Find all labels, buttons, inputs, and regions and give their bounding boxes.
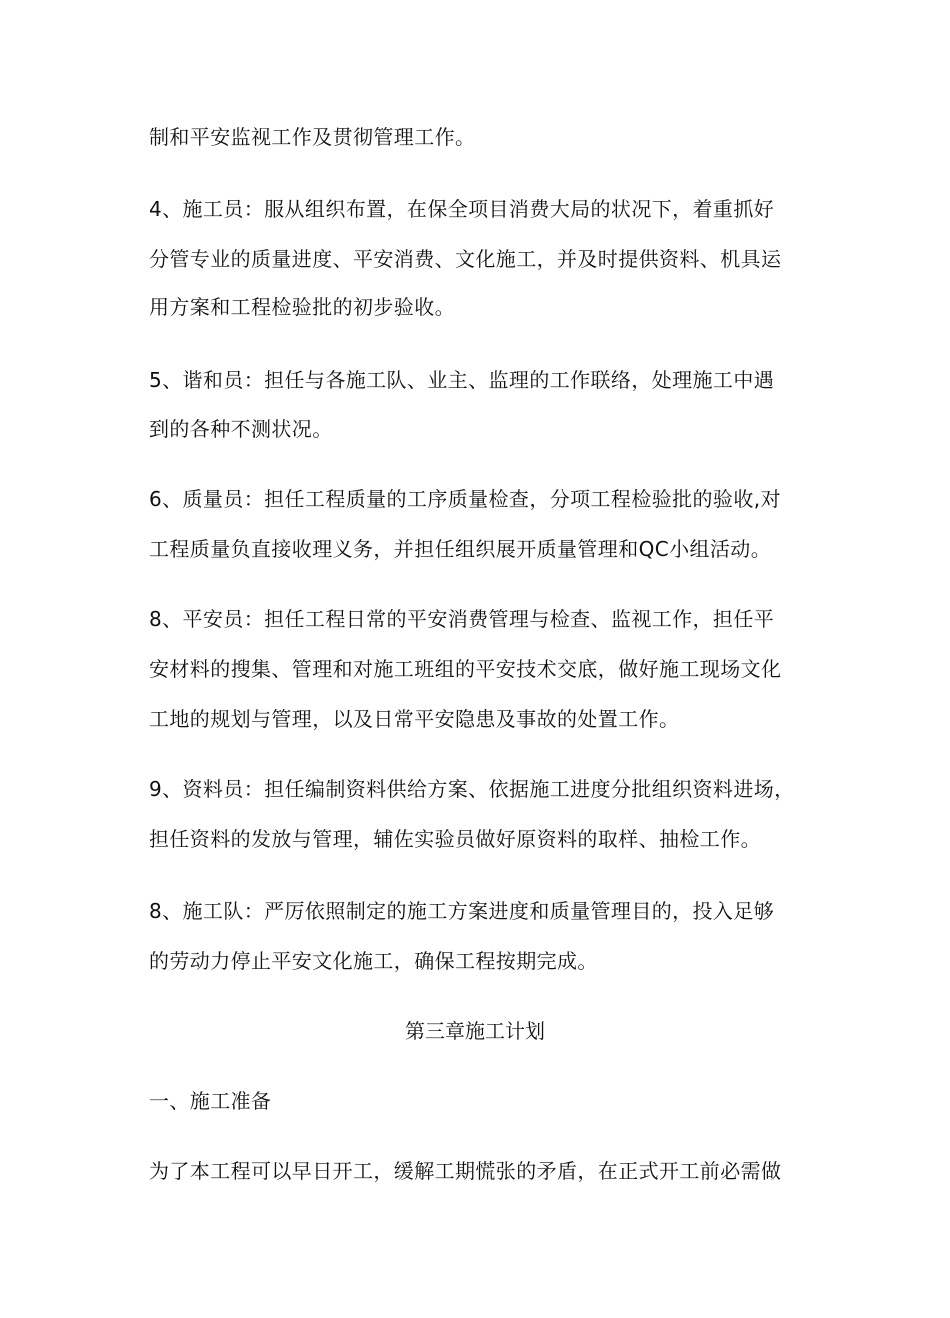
text-line: 安材料的搜集、管理和对施工班组的平安技术交底，做好施工现场文化 [149, 657, 782, 681]
text-line: 9、资料员：担任编制资料供给方案、依据施工进度分批组织资料进场， [149, 777, 795, 801]
text-line: 工程质量负直接收理义务，并担任组织展开质量管理和QC小组活动。 [149, 537, 772, 561]
text-line: 制和平安监视工作及贯彻管理工作。 [149, 125, 476, 149]
section-heading: 一、施工准备 [149, 1089, 272, 1113]
text-line: 为了本工程可以早日开工，缓解工期慌张的矛盾，在正式开工前必需做 [149, 1159, 782, 1183]
chapter-title: 第三章施工计划 [405, 1019, 545, 1043]
text-line: 担任资料的发放与管理，辅佐实验员做好原资料的取样、抽检工作。 [149, 827, 761, 851]
text-line: 8、施工队：严厉依照制定的施工方案进度和质量管理目的，投入足够 [149, 899, 775, 923]
text-line: 5、谐和员：担任与各施工队、业主、监理的工作联络，处理施工中遇 [149, 368, 775, 392]
text-line: 8、平安员：担任工程日常的平安消费管理与检查、监视工作，担任平 [149, 607, 775, 631]
text-line: 的劳动力停止平安文化施工，确保工程按期完成。 [149, 949, 598, 973]
text-line: 6、质量员：担任工程质量的工序质量检查，分项工程检验批的验收,对 [149, 487, 781, 511]
text-line: 工地的规划与管理，以及日常平安隐患及事故的处置工作。 [149, 707, 680, 731]
text-line: 分管专业的质量进度、平安消费、文化施工，并及时提供资料、机具运 [149, 247, 782, 271]
text-line: 到的各种不测状况。 [149, 417, 333, 441]
text-line: 4、施工员：服从组织布置，在保全项目消费大局的状况下，着重抓好 [149, 197, 775, 221]
text-line: 用方案和工程检验批的初步验收。 [149, 295, 455, 319]
